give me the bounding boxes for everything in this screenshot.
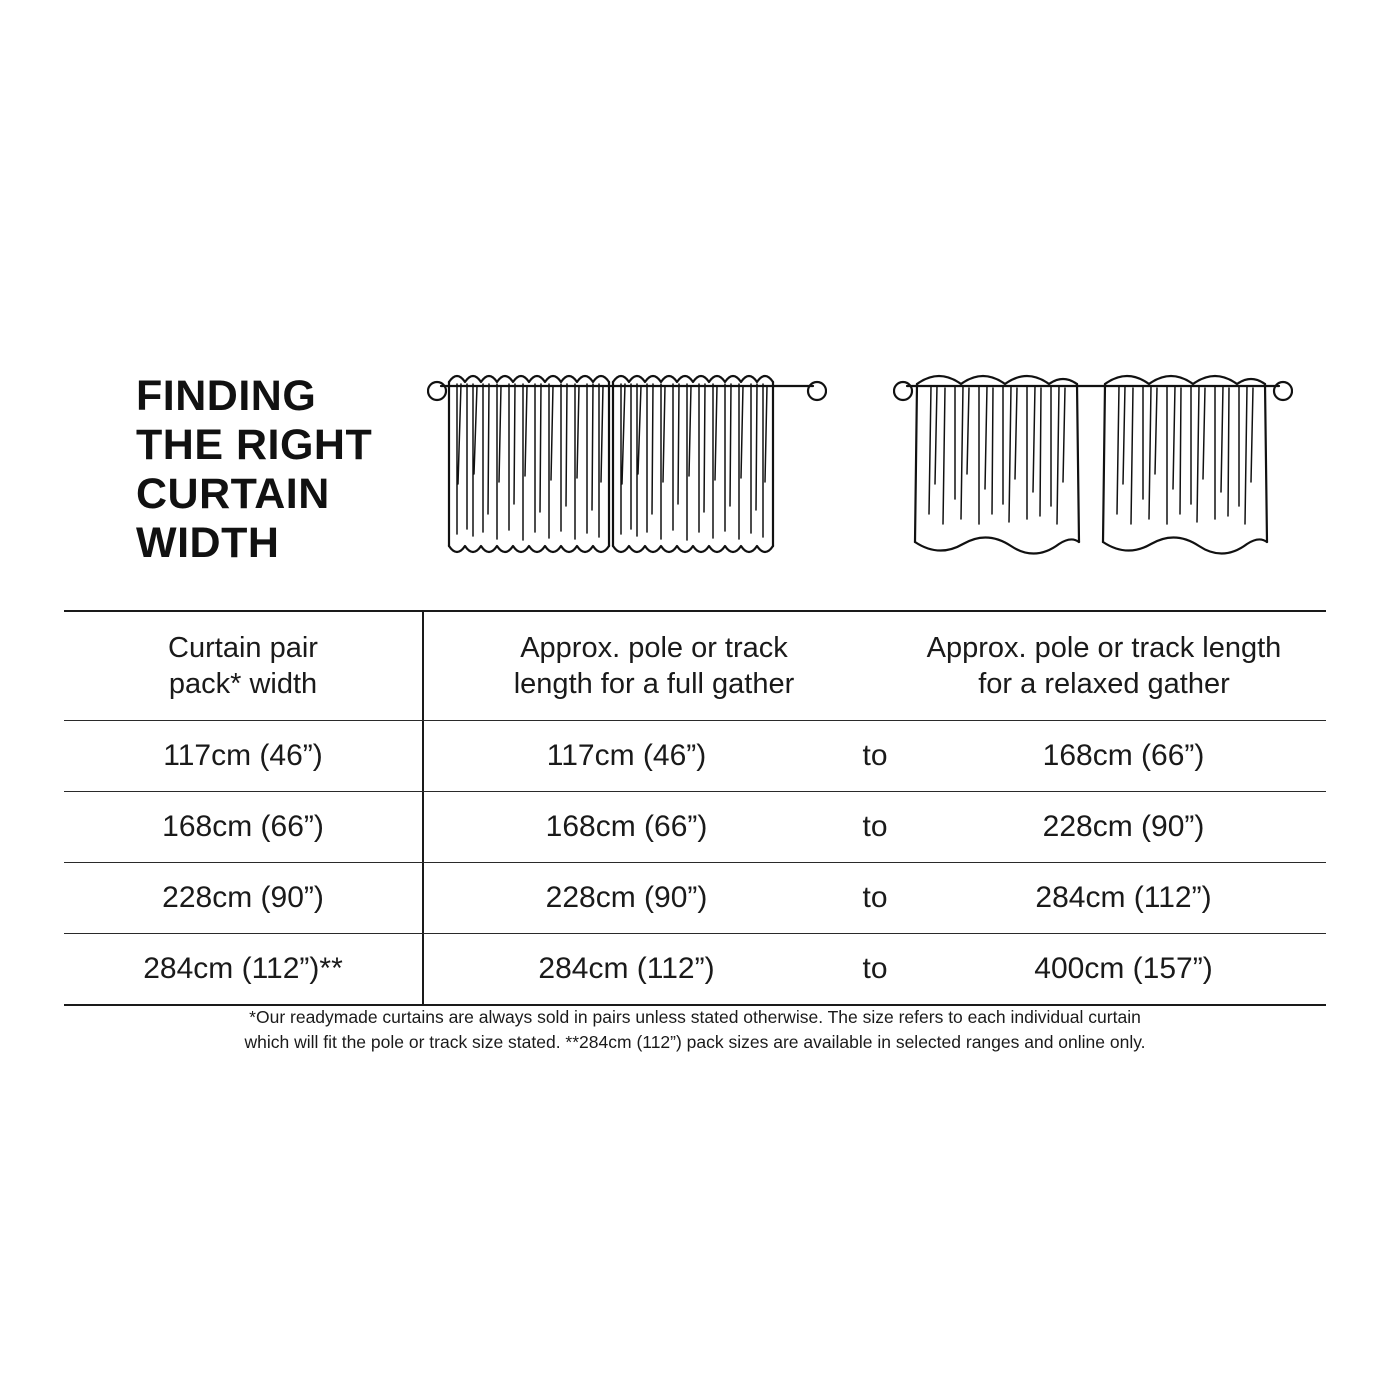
footnote: [150, 1005, 1240, 1056]
cell-relaxed-gather: 168cm (66”): [1042, 739, 1205, 772]
table-header-row: [64, 612, 1326, 721]
cell-full-gather: 228cm (90”): [545, 881, 708, 914]
header-pack-width-line-1: Curtain pair: [168, 631, 318, 664]
table-row: [64, 792, 1326, 863]
header-full-gather-line-2: length for a full gather: [513, 668, 795, 700]
page-title-line-4: WIDTH: [136, 519, 280, 568]
cell-pack-width: 228cm (90”): [64, 863, 424, 933]
table-row: [64, 863, 1326, 934]
header-pack-width-line-2: pack* width: [168, 668, 318, 700]
cell-pack-width: 168cm (66”): [64, 792, 424, 862]
header-pack-width: [64, 612, 424, 720]
cell-connector: to: [862, 952, 888, 985]
header-full-gather: [424, 612, 884, 720]
cell-connector: to: [862, 881, 888, 914]
header-full-gather-line-1: Approx. pole or track: [520, 631, 788, 664]
cell-connector: to: [862, 739, 888, 772]
cell-relaxed-gather: 284cm (112”): [1035, 881, 1212, 914]
cell-full-gather: 117cm (46”): [546, 739, 707, 772]
cell-relaxed-gather: 228cm (90”): [1042, 810, 1205, 843]
footnote-line-1: *Our readymade curtains are always sold in pairs unless stated otherwise. The size refers to each individual curtain: [249, 1007, 1141, 1027]
page-title-line-3: CURTAIN: [136, 470, 330, 519]
illustrations: [394, 360, 1326, 579]
page-title-line-2: THE RIGHT: [136, 421, 373, 470]
header-relaxed-gather-line-2: for a relaxed gather: [978, 668, 1230, 700]
cell-pack-width: 117cm (46”): [64, 721, 424, 791]
table-row: [64, 934, 1326, 1006]
footnote-line-2: which will fit the pole or track size stated. **284cm (112”) pack sizes are available in selected ranges and online only.: [244, 1032, 1146, 1053]
cell-full-gather: 168cm (66”): [545, 810, 708, 843]
relaxed-gather-curtain-illustration: [893, 364, 1293, 579]
cell-full-gather: 284cm (112”): [538, 952, 715, 985]
cell-pack-width: 284cm (112”)**: [64, 934, 424, 1004]
header-relaxed-gather: [884, 612, 1324, 720]
cell-relaxed-gather: 400cm (157”): [1034, 952, 1213, 985]
header-relaxed-gather-line-1: Approx. pole or track length: [926, 631, 1282, 664]
header-band: [64, 360, 1326, 610]
page-title: [64, 360, 394, 568]
curtain-width-table: [64, 610, 1326, 1006]
cell-connector: to: [862, 810, 888, 843]
page-title-line-1: FINDING: [136, 372, 317, 420]
table-row: [64, 721, 1326, 792]
full-gather-curtain-illustration: [427, 364, 827, 579]
